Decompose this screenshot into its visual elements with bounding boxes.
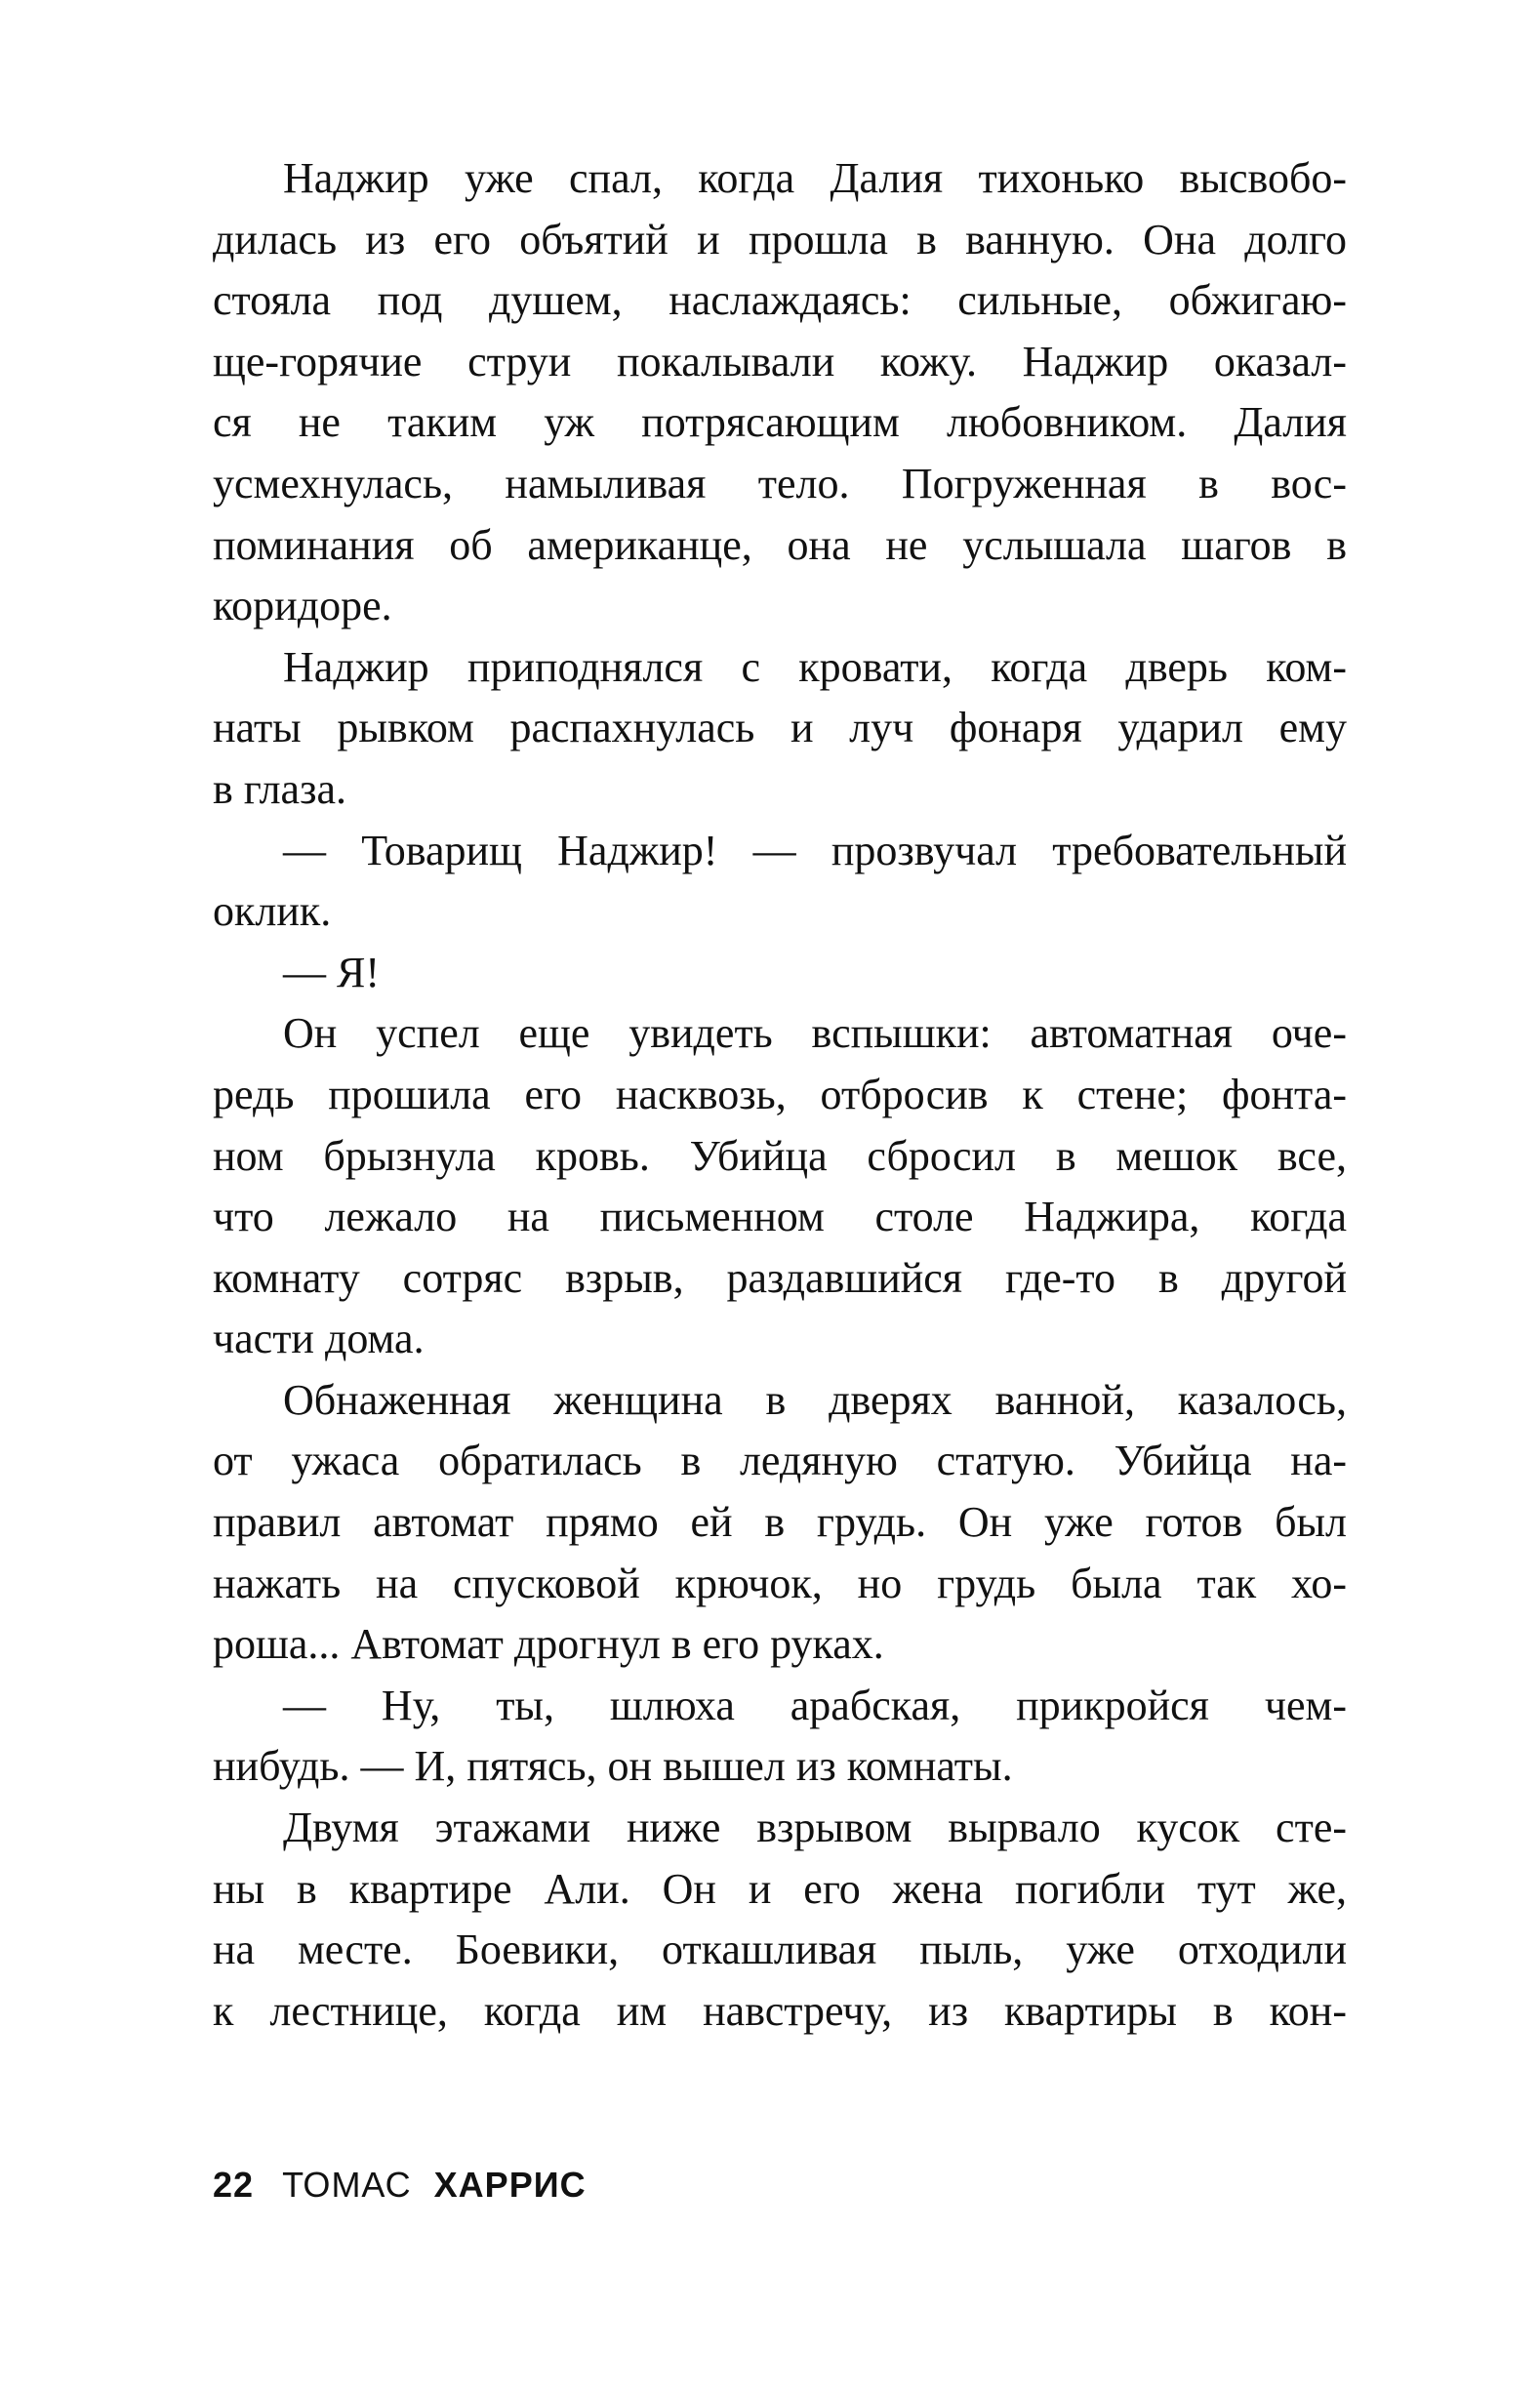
text-line: Он успел еще увидеть вспышки: автоматная оче-	[283, 1009, 1347, 1058]
page-footer	[213, 2165, 587, 2206]
text-line: дилась из его объятий и прошла в ванную. Она долго	[213, 215, 1347, 264]
text-line: части дома.	[213, 1315, 425, 1363]
text-line: — Ну, ты, шлюха арабская, прикройся чем-	[283, 1681, 1347, 1729]
author-last-name: ХАРРИС	[433, 2165, 587, 2205]
text-line: Обнаженная женщина в дверях ванной, казалось,	[283, 1375, 1347, 1424]
text-line: Наджир уже спал, когда Далия тихонько высвобо-	[283, 154, 1347, 202]
text-line: коридоре.	[213, 582, 392, 630]
text-line: стояла под душем, наслаждаясь: сильные, обжигаю-	[213, 276, 1347, 325]
text-line: ся не таким уж потрясающим любовником. Далия	[213, 398, 1347, 447]
text-line: комнату сотряс взрыв, раздавшийся где-то в другой	[213, 1253, 1347, 1302]
text-line: правил автомат прямо ей в грудь. Он уже готов был	[213, 1498, 1347, 1547]
body-text	[213, 148, 1347, 2042]
author-first-name: ТОМАС	[282, 2165, 412, 2205]
text-line: — Товарищ Наджир! — прозвучал требовательный	[283, 826, 1347, 874]
text-line: поминания об американце, она не услышала шагов в	[213, 520, 1347, 569]
text-line: нажать на спусковой крючок, но грудь была так хо-	[213, 1559, 1347, 1607]
text-line: ны в квартире Али. Он и его жена погибли тут же,	[213, 1864, 1347, 1913]
text-line: к лестнице, когда им навстречу, из квартиры в кон-	[213, 1986, 1347, 2035]
text-line: оклик.	[213, 887, 332, 936]
text-line: наты рывком распахнулась и луч фонаря ударил ему	[213, 704, 1347, 752]
text-line: роша... Автомат дрогнул в его руках.	[213, 1620, 884, 1669]
text-line: на месте. Боевики, откашливая пыль, уже отходили	[213, 1926, 1347, 1974]
text-line: Двумя этажами ниже взрывом вырвало кусок сте-	[283, 1804, 1347, 1852]
page-number: 22	[213, 2165, 255, 2205]
text-line: что лежало на письменном столе Наджира, когда	[213, 1193, 1347, 1241]
text-line: — Я!	[283, 948, 380, 996]
text-line: редь прошила его насквозь, отбросив к стене; фонта-	[213, 1070, 1347, 1118]
text-line: нибудь. — И, пятясь, он вышел из комнаты.	[213, 1742, 1013, 1791]
text-line: в глаза.	[213, 764, 346, 813]
text-line: Наджир приподнялся с кровати, когда дверь ком-	[283, 642, 1347, 691]
text-line: усмехнулась, намыливая тело. Погруженная в вос-	[213, 459, 1347, 507]
text-line: от ужаса обратилась в ледяную статую. Убийца на-	[213, 1437, 1347, 1485]
text-line: ще-горячие струи покалывали кожу. Наджир оказал-	[213, 337, 1347, 385]
text-line: ном брызнула кровь. Убийца сбросил в мешок все,	[213, 1131, 1347, 1180]
